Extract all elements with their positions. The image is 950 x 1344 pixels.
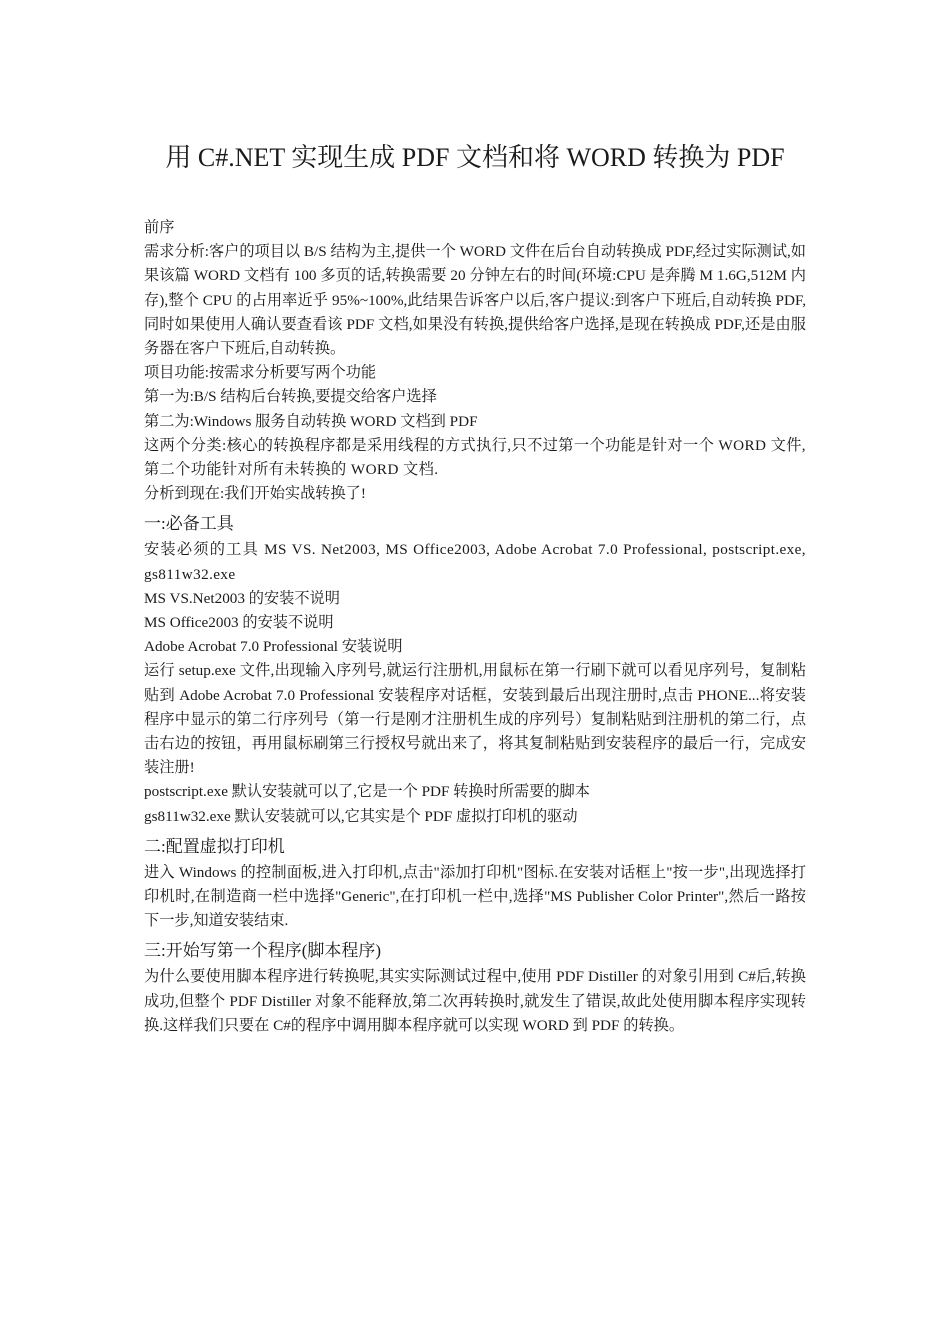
section3-heading: 三:开始写第一个程序(脚本程序) xyxy=(144,941,382,961)
preface-heading: 前序 xyxy=(144,219,175,236)
second-function-line: 第二为:Windows 服务自动转换 WORD 文档到 PDF xyxy=(144,412,478,430)
first-function-line: 第一为:B/S 结构后台转换,要提交给客户选择 xyxy=(144,388,437,406)
postscript-install-line: postscript.exe 默认安装就可以了,它是一个 PDF 转换时所需要的脚本 xyxy=(144,783,590,801)
document-title-text: 用 C#.NET 实现生成 PDF 文档和将 WORD 转换为 PDF xyxy=(165,143,785,172)
vsnet-install-line: MS VS.Net2003 的安装不说明 xyxy=(144,589,340,607)
section2-heading: 二:配置虚拟打印机 xyxy=(144,836,285,856)
requirement-analysis-paragraph: 需求分析:客户的项目以 B/S 结构为主,提供一个 WORD 文件在后台自动转换成 PDF,经过实际测试,如果该篇 WORD 文档有 100 多页的话,转换需要 20 分钟左右的时间(环境:CPU 是奔腾 M 1.6G,512M 内存),整个 CPU 的占用率近乎 95%~100%,此结果告诉客户以后,客户提议:到客户下班后,自动转换 PDF,同时如果使用人确认要查看该 PDF 文档,如果没有转换,提供给客户选择,是现在转换成 PDF,还是由服务器在客户下班后,自动转换。 xyxy=(144,243,806,358)
acrobat-install-steps-paragraph: 运行 setup.exe 文件,出现输入序列号,就运行注册机,用鼠标在第一行刷下就可以看见序列号，复制粘贴到 Adobe Acrobat 7.0 Professional 安装程序对话框，安装到最后出现注册时,点击 PHONE...将安装程序中显示的第二行序列号（第一行是刚才注册机生成的序列号）复制粘贴到注册机的第二行，点击右边的按钮，再用鼠标刷第三行授权号就出来了，将其复制粘贴到安装程序的最后一行，完成安装注册! xyxy=(144,662,806,777)
project-function-line: 项目功能:按需求分析要写两个功能 xyxy=(144,364,377,382)
office-install-line: MS Office2003 的安装不说明 xyxy=(144,614,334,632)
section1-heading: 一:必备工具 xyxy=(144,514,234,534)
acrobat-install-heading-line: Adobe Acrobat 7.0 Professional 安装说明 xyxy=(144,638,403,656)
script-program-paragraph: 为什么要使用脚本程序进行转换呢,其实实际测试过程中,使用 PDF Distiller 的对象引用到 C#后,转换成功,但整个 PDF Distiller 对象不能释放,第二次再转换时,就发生了错误,故此处使用脚本程序实现转换.这样我们只要在 C#的程序中调用脚本程序就可以实现 WORD 到 PDF 的转换。 xyxy=(144,968,806,1034)
analysis-conclusion-line: 分析到现在:我们开始实战转换了! xyxy=(144,485,366,503)
printer-config-paragraph: 进入 Windows 的控制面板,进入打印机,点击"添加打印机"图标.在安装对话框上"按一步",出现选择打印机时,在制造商一栏中选择"Generic",在打印机一栏中,选择"MS Publisher Color Printer",然后一路按下一步,知道安装结束. xyxy=(144,863,806,930)
required-tools-paragraph: 安装必须的工具 MS VS. Net2003, MS Office2003, Adobe Acrobat 7.0 Professional, postscript.exe, gs811w32.exe xyxy=(144,541,806,583)
classification-paragraph: 这两个分类:核心的转换程序都是采用线程的方式执行,只不过第一个功能是针对一个 WORD 文件,第二个功能针对所有未转换的 WORD 文档. xyxy=(144,436,806,479)
document-body xyxy=(144,216,806,1038)
gs-install-line: gs811w32.exe 默认安装就可以,它其实是个 PDF 虚拟打印机的驱动 xyxy=(144,807,578,825)
document-title xyxy=(0,140,950,176)
